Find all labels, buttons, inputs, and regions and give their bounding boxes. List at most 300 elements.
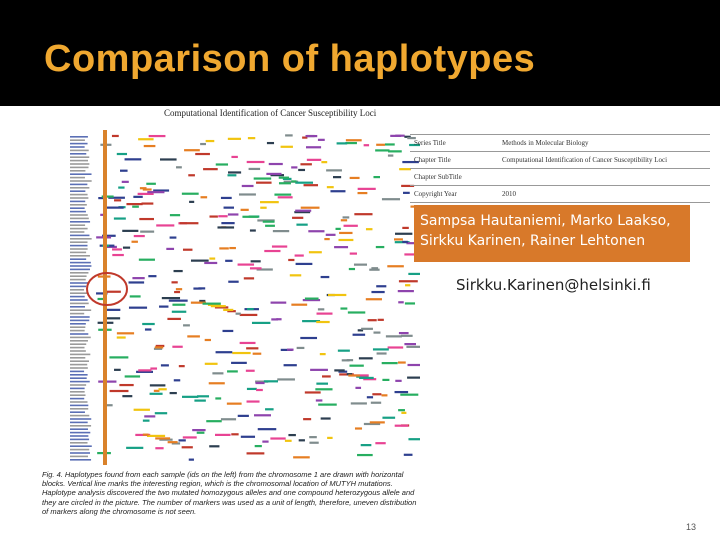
haplotype-block [156,224,174,226]
sample-id-label [70,415,89,417]
sample-id-label [70,432,90,434]
haplotype-block [238,415,249,417]
haplotype-block [291,304,307,306]
haplotype-block [300,163,311,165]
haplotype-block [138,138,153,140]
sample-id-label [70,211,86,213]
book-heading: Computational Identification of Cancer Susceptibility Loci [164,108,377,118]
haplotype-block [244,277,254,279]
haplotype-block [295,182,313,184]
haplotype-block [189,459,194,461]
haplotype-block [188,174,195,176]
haplotype-block [147,435,165,437]
haplotype-block [183,436,197,438]
haplotype-block [372,393,381,395]
haplotype-block [368,319,377,321]
sample-id-label [70,411,85,413]
haplotype-block [170,236,177,238]
sample-id-label [70,445,92,447]
sample-id-label [70,150,89,152]
haplotype-block [382,379,389,381]
sample-id-label [70,384,86,386]
haplotype-block [189,201,194,203]
haplotype-block [301,207,320,209]
haplotype-block [269,163,283,165]
haplotype-block [293,456,310,458]
haplotype-block [126,203,142,205]
haplotype-block [284,364,297,366]
haplotype-block [387,265,404,267]
haplotype-block [361,328,373,330]
sample-id-label [70,449,89,451]
haplotype-block [145,328,151,330]
haplotype-block [404,343,416,345]
haplotype-block [305,391,321,393]
sample-id-label [70,340,88,342]
sample-id-label [70,139,85,141]
haplotype-block [209,445,219,447]
sample-id-label [70,235,89,237]
metadata-key: Copyright Year [410,186,498,203]
sample-id-label [70,245,88,247]
haplotype-block [184,149,200,151]
haplotype-block [174,291,180,293]
haplotype-block [264,250,280,252]
haplotype-block [242,185,254,187]
sample-id-label [70,238,92,240]
haplotype-block [267,142,274,144]
haplotype-block [212,372,223,374]
haplotype-block [140,187,147,189]
haplotype-block [179,365,185,367]
haplotype-block [382,417,395,419]
haplotype-block [386,335,402,337]
sample-id-label [70,177,85,179]
haplotype-block [241,209,249,211]
haplotype-block [276,318,281,320]
sample-id-label [70,197,88,199]
metadata-row [410,186,710,203]
haplotype-block [221,222,234,224]
haplotype-block [398,409,405,411]
metadata-row [410,152,710,169]
haplotype-block [198,287,205,289]
haplotype-block [334,369,344,371]
sample-id-label [70,398,84,400]
haplotype-block [170,214,180,216]
sample-id-label [70,364,87,366]
haplotype-block [247,400,260,402]
haplotype-block [205,363,218,365]
haplotype-block [158,388,166,390]
haplotype-block [117,153,127,155]
sample-id-label [70,343,86,345]
sample-id-label [70,391,85,393]
haplotype-block [350,177,360,179]
haplotype-block [355,387,361,389]
haplotype-block [139,259,155,261]
haplotype-block [252,322,270,324]
haplotype-block [174,379,180,381]
sample-id-label [70,408,88,410]
haplotype-block [348,374,360,376]
haplotype-block [211,305,226,307]
haplotype-block [394,238,403,240]
haplotype-block [254,414,271,416]
haplotype-block [405,284,410,286]
haplotype-block [239,193,256,195]
haplotype-block [232,352,250,354]
sample-id-label [70,418,91,420]
sample-id-label [70,459,91,461]
haplotype-block [306,135,318,137]
haplotype-block [375,149,389,151]
sample-id-label [70,190,85,192]
haplotype-block [344,225,358,227]
sample-id-label [70,360,89,362]
haplotype-block [326,169,342,171]
metadata-row [410,135,710,152]
haplotype-block [187,335,200,337]
sample-id-label [70,422,88,424]
haplotype-block [132,277,144,279]
haplotype-block [231,362,247,364]
sample-id-label [70,231,84,233]
haplotype-block [371,402,381,404]
sample-id-label [70,269,90,271]
haplotype-block [172,346,182,348]
haplotype-block [215,434,231,436]
haplotype-block [371,291,384,293]
sample-id-label [70,282,89,284]
sample-id-label [70,258,86,260]
haplotype-block [148,275,156,277]
sample-id-label [70,350,86,352]
sample-id-label [70,394,85,396]
haplotype-block [172,311,186,313]
haplotype-block [388,346,404,348]
sample-id-label [70,347,85,349]
metadata-key: Chapter Title [410,152,498,169]
haplotype-block [160,158,177,160]
sample-id-label [70,279,86,281]
haplotype-block [328,294,346,296]
haplotype-block [134,409,150,411]
haplotype-block [221,418,236,420]
haplotype-block [203,303,221,305]
haplotype-block [200,143,206,145]
haplotype-block [273,230,289,232]
haplotype-block [321,276,330,278]
haplotype-block [171,281,177,283]
haplotype-block [228,281,238,283]
sample-id-label [70,330,85,332]
sample-id-label [70,221,90,223]
haplotype-block [298,169,305,171]
sample-id-label [70,388,85,390]
sample-id-label [70,323,86,325]
haplotype-block [343,216,350,218]
haplotype-block [114,369,121,371]
haplotype-block [117,332,134,334]
sample-id-label [70,303,89,305]
haplotype-block [307,159,321,161]
haplotype-block [367,396,373,398]
haplotype-block [382,362,398,364]
haplotype-block [191,260,209,262]
haplotype-block [256,389,263,391]
haplotype-block [373,176,380,178]
sample-id-label [70,296,85,298]
haplotype-block [125,375,140,377]
haplotype-block [172,304,185,306]
figure-caption: Fig. 4. Haplotypes found from each sample (ids on the left) from the chromosome 1 are drawn with horizontal blocks. Vertical line marks the interesting region, which is the chromosomal location of MUTYH mutations. Haplotype analysis discovered the two mutated homozygous alleles and one compound heterozygous allele and they are circled in the picture. The number of markers was used as a unit of length, therefore, uneven distribution of markers along the chromosome is not seen. [42,470,417,516]
sample-id-label [70,194,88,196]
haplotype-block [240,342,256,344]
haplotype-block [299,439,305,441]
haplotype-block [376,246,384,248]
haplotype-block [166,248,174,250]
haplotype-block [271,302,287,304]
haplotype-block [370,421,385,423]
sample-id-label [70,381,90,383]
haplotype-block [150,393,163,395]
sample-id-label [70,146,85,148]
slide-title: Comparison of haplotypes [44,38,536,80]
haplotype-block [228,171,241,173]
haplotype-block [361,444,372,446]
haplotype-block [303,418,311,420]
haplotype-block [129,281,145,283]
haplotype-block [142,323,155,325]
haplotype-block [155,346,163,348]
haplotype-block [134,235,145,237]
metadata-value: Computational Identification of Cancer Susceptibility Loci [498,152,710,169]
sample-id-label [70,160,88,162]
haplotype-block [399,332,409,334]
haplotype-block [287,349,294,351]
haplotype-block [219,247,228,249]
haplotype-block [195,153,210,155]
haplotype-block [281,146,293,148]
haplotype-block [225,260,232,262]
haplotype-block [238,263,254,265]
haplotype-block [388,150,402,152]
haplotype-block [316,383,328,385]
haplotype-block [138,369,151,371]
haplotype-block [390,135,401,137]
haplotype-block [400,394,418,396]
haplotype-block [339,232,352,234]
haplotype-block [373,331,380,333]
sample-id-label [70,439,89,441]
haplotype-block [326,234,336,236]
haplotype-block [292,217,303,219]
haplotype-block [398,301,403,303]
haplotype-block [247,308,254,310]
haplotype-block [204,262,217,264]
haplotype-block [183,324,190,326]
haplotype-block [147,191,164,193]
haplotype-block [295,210,311,212]
haplotype-block [406,346,420,348]
haplotype-block [330,190,345,192]
sample-id-label [70,425,91,427]
interesting-region-line [103,130,107,465]
sample-id-label [70,452,90,454]
haplotype-block [359,357,373,359]
sample-id-label [70,218,89,220]
haplotype-block [366,298,382,300]
haplotype-block [407,364,420,366]
sample-id-label [70,313,84,315]
haplotype-block [106,207,124,209]
haplotype-block [316,399,323,401]
haplotype-block [265,225,275,227]
haplotype-block [358,188,376,190]
haplotype-block [144,145,156,147]
haplotype-block [308,230,324,232]
haplotype-block [162,297,180,299]
haplotype-block [242,216,258,218]
haplotype-block [150,367,157,369]
haplotype-block [217,226,234,228]
haplotype-block [228,213,239,215]
haplotype-block [318,308,324,310]
metadata-value: Methods in Molecular Biology [498,135,710,152]
sample-id-label [70,153,86,155]
haplotype-plot [60,122,420,472]
haplotype-block [402,227,409,229]
haplotype-block [354,213,372,215]
sample-id-label [70,252,86,254]
contact-email: Sirkku.Karinen@helsinki.fi [456,276,651,294]
haplotype-block [110,390,129,392]
haplotype-block [359,377,374,379]
haplotype-block [305,298,319,300]
haplotype-block [395,233,412,235]
haplotype-block [197,432,205,434]
sample-id-label [70,272,88,274]
haplotype-block [241,436,255,438]
haplotype-block [405,302,415,304]
haplotype-block [306,146,321,148]
haplotype-block [366,228,373,230]
haplotype-block [288,259,294,261]
haplotype-block [250,267,262,269]
haplotype-block [143,420,150,422]
sample-id-label [70,228,88,230]
haplotype-block [274,194,291,196]
haplotype-block [246,347,258,349]
haplotype-block [290,274,301,276]
haplotype-block [378,319,384,321]
sample-id-label [70,326,85,328]
metadata-value [498,169,710,186]
haplotype-block [122,181,129,183]
haplotype-block [263,221,275,223]
haplotype-block [155,412,167,414]
sample-id-label [70,173,92,175]
haplotype-block [324,238,329,240]
haplotype-block [150,384,166,386]
haplotype-block [114,217,126,219]
sample-id-label [70,136,88,138]
haplotype-block [309,442,318,444]
authors-box [414,205,690,262]
sample-id-label [70,309,91,311]
haplotype-block [118,186,124,188]
haplotype-block [255,445,262,447]
haplotype-block [256,182,272,184]
haplotype-block [182,193,199,195]
haplotype-block [376,144,385,146]
haplotype-block [388,154,393,156]
haplotype-block [398,361,406,363]
haplotype-block [304,184,318,186]
haplotype-block [161,364,169,366]
haplotype-block [125,158,142,160]
authors-line-2: Sirkku Karinen, Rainer Lehtonen [420,233,646,249]
haplotype-block [322,375,331,377]
haplotype-block [130,295,141,297]
haplotype-block [206,420,221,422]
haplotype-block [318,404,337,406]
haplotype-block [285,440,292,442]
haplotype-block [224,207,234,209]
haplotype-block [288,434,295,436]
haplotype-block [155,437,170,439]
haplotype-block [347,359,353,361]
metadata-key: Chapter SubTitle [410,169,498,186]
haplotype-block [327,437,332,439]
haplotype-block [251,260,261,262]
haplotype-block [320,353,326,355]
haplotype-block [218,215,227,217]
haplotype-block [395,380,401,382]
haplotype-block [278,196,293,198]
haplotype-block [247,388,257,390]
haplotype-block [401,412,406,414]
sample-id-label [70,428,88,430]
haplotype-block [223,330,234,332]
sample-id-label [70,405,88,407]
haplotype-block [270,437,285,439]
haplotype-block [262,441,268,443]
sample-id-label [70,167,88,169]
haplotype-block [168,441,178,443]
haplotype-block [179,439,186,441]
haplotype-block [122,395,132,397]
sample-id-label [70,374,88,376]
sample-id-label [70,367,88,369]
haplotype-block [231,433,238,435]
haplotype-block [327,186,334,188]
sample-id-label [70,289,84,291]
haplotype-block [265,408,274,410]
haplotype-block [336,228,341,230]
haplotype-block [129,307,147,309]
haplotype-block [371,267,378,269]
haplotype-block [221,197,232,199]
haplotype-block [258,428,277,430]
haplotype-block [143,434,149,436]
haplotype-block [353,334,366,336]
haplotype-block [351,402,367,404]
sample-id-label [70,306,85,308]
sample-id-label [70,275,87,277]
haplotype-block [209,257,215,259]
